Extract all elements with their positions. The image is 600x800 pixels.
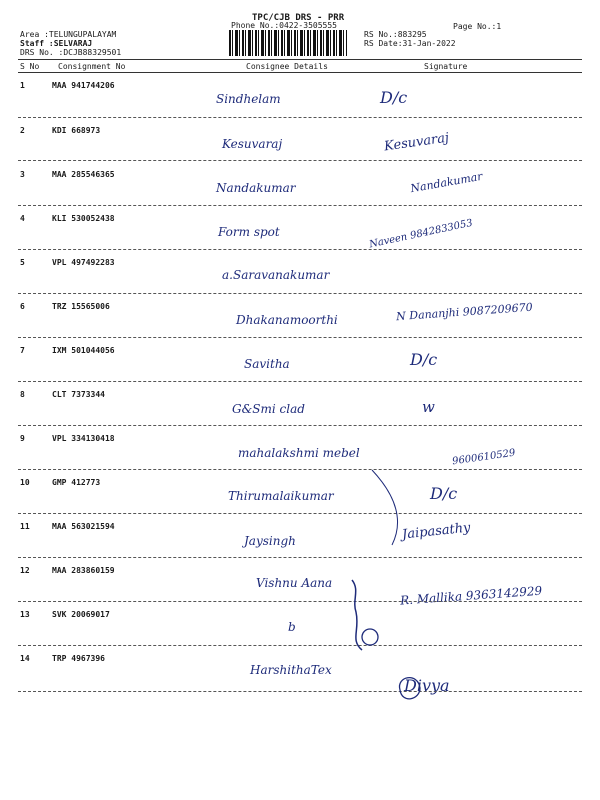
column-signature: Signature	[424, 62, 468, 71]
consignee-name: Savitha	[244, 357, 290, 371]
report-title: TPC/CJB DRS - PRR	[252, 13, 345, 23]
column-consignment: Consignment No	[58, 62, 126, 71]
row-number: 10	[20, 478, 30, 487]
page-number: Page No.:1	[453, 22, 502, 31]
consignee-name: Form spot	[218, 225, 280, 239]
row-number: 9	[20, 434, 25, 443]
rs-number: RS No.:883295	[364, 30, 427, 39]
consignment-number: SVK 20069017	[52, 610, 110, 619]
consignee-name: a.Saravanakumar	[222, 268, 330, 282]
signature: Divya	[404, 676, 450, 695]
signature: D/c	[430, 484, 458, 503]
area-label: Area :TELUNGUPALAYAM	[20, 30, 117, 39]
row-number: 3	[20, 170, 25, 179]
consignee-name: Sindhelam	[216, 92, 281, 106]
signature: R. Mallika 9363142929	[399, 583, 543, 608]
signature: Jaipasathy	[401, 520, 472, 543]
phone-number: Phone No.:0422-3505555	[231, 21, 337, 30]
row-number: 8	[20, 390, 25, 399]
row-number: 14	[20, 654, 30, 663]
consignee-name: Vishnu Aana	[256, 576, 333, 590]
signature: D/c	[380, 88, 408, 107]
signature: w	[422, 398, 435, 416]
column-sno: S No	[20, 62, 40, 71]
connector-stroke	[372, 470, 397, 545]
signature-loop	[400, 678, 420, 699]
row-number: 11	[20, 522, 30, 531]
consignment-number: TRP 4967396	[52, 654, 105, 663]
signature: D/c	[410, 350, 438, 369]
staff-label: Staff :SELVARAJ	[20, 39, 93, 48]
consignee-name: mahalakshmi mebel	[238, 446, 360, 460]
row-number: 4	[20, 214, 25, 223]
consignment-number: KLI 530052438	[52, 214, 115, 223]
consignee-name: b	[288, 620, 296, 634]
bracket-stroke	[352, 580, 362, 650]
row-number: 7	[20, 346, 25, 355]
consignment-number: VPL 497492283	[52, 258, 115, 267]
consignee-name: G&Smi clad	[232, 402, 305, 416]
consignment-number: MAA 563021594	[52, 522, 115, 531]
signature: Nandakumar	[409, 169, 484, 196]
consignee-name: Jaysingh	[244, 534, 296, 548]
consignment-number: CLT 7373344	[52, 390, 105, 399]
signature: N Dananjhi 9087209670	[395, 300, 534, 324]
row-number: 2	[20, 126, 25, 135]
consignment-number: MAA 285546365	[52, 170, 115, 179]
row-number: 5	[20, 258, 25, 267]
consignment-number: KDI 668973	[52, 126, 101, 135]
consignee-name: Nandakumar	[216, 181, 296, 195]
rs-date: RS Date:31-Jan-2022	[364, 39, 456, 48]
consignee-name: Kesuvaraj	[222, 137, 283, 151]
row-number: 13	[20, 610, 30, 619]
column-consignee: Consignee Details	[246, 62, 328, 71]
consignment-number: GMP 412773	[52, 478, 101, 487]
consignee-name: HarshithaTex	[250, 663, 332, 677]
signature: Naveen 9842833053	[368, 217, 474, 251]
consignee-name: Thirumalaikumar	[228, 489, 334, 503]
row-number: 6	[20, 302, 25, 311]
row-number: 12	[20, 566, 30, 575]
consignee-name: Dhakanamoorthi	[236, 313, 338, 327]
signature: 9600610529	[451, 447, 517, 468]
consignment-number: VPL 334130418	[52, 434, 115, 443]
circled-mark	[362, 629, 378, 645]
signature: Kesuvaraj	[383, 130, 450, 155]
consignment-number: TRZ 15565006	[52, 302, 110, 311]
row-number: 1	[20, 81, 25, 90]
consignment-number: IXM 501044056	[52, 346, 115, 355]
consignment-number: MAA 283860159	[52, 566, 115, 575]
drs-number: DRS No. :DCJB88329501	[20, 48, 122, 57]
consignment-number: MAA 941744206	[52, 81, 115, 90]
